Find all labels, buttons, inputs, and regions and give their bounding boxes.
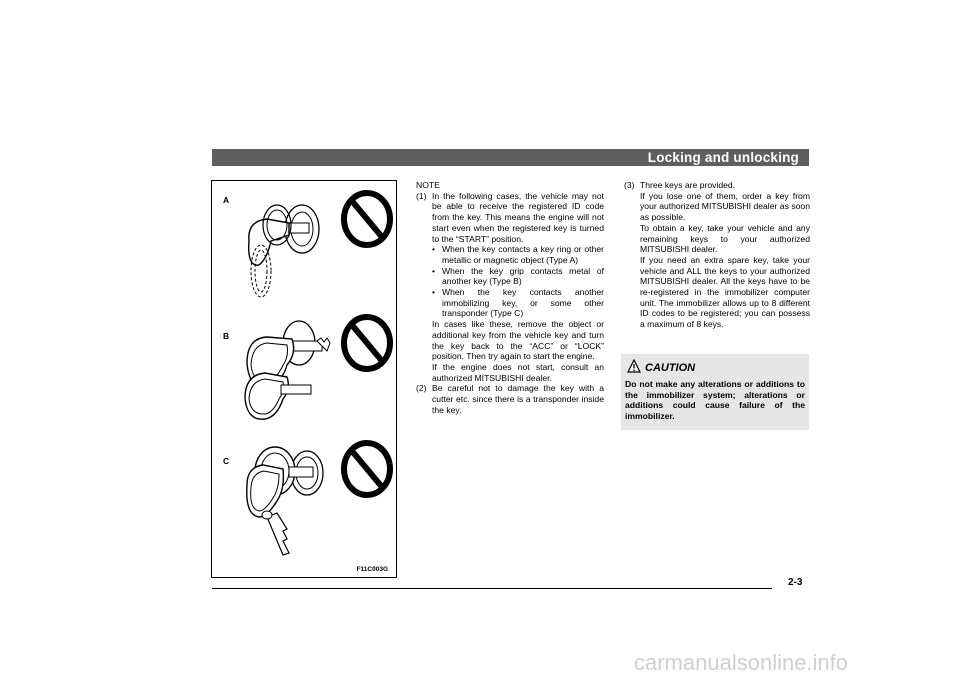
item-number: (3): [624, 180, 635, 190]
key-illustration-figure: [211, 180, 397, 578]
key-icon: [237, 313, 337, 428]
warning-icon: [627, 359, 641, 373]
prohibited-icon: [340, 439, 395, 499]
item-paragraph: Three keys are provided.: [640, 180, 736, 190]
note-column: [416, 180, 604, 415]
footer-divider: [212, 588, 772, 589]
item-number: (1): [416, 190, 427, 201]
item-number: (2): [416, 383, 427, 394]
bullet-icon: •: [432, 265, 436, 276]
bullet-icon: •: [432, 287, 436, 298]
note-item-1: [416, 191, 604, 384]
list-item: • When the key grip contacts metal of another key (Type B): [432, 265, 604, 287]
caution-title: CAUTION: [645, 362, 696, 374]
list-item: • When the key contacts another immobilizing key, or some other transponder (Type C): [432, 287, 604, 319]
prohibited-icon: [340, 313, 395, 373]
item-text: Be careful not to damage the key with a cutter etc. since there is a transponder inside the key.: [432, 383, 604, 415]
watermark: carmanualsonline.info: [634, 650, 849, 675]
section-title: Locking and unlocking: [647, 150, 799, 165]
item-text: In the following cases, the vehicle may not be able to receive the registered ID code from the key. This means the engine will not start even when the registered key is turned to the “START” position.: [432, 190, 604, 244]
figure-label-a: A: [223, 195, 230, 205]
item-paragraph: If you lose one of them, order a key from your authorized MITSUBISHI dealer as soon as possible.: [640, 190, 810, 223]
item-paragraph: To obtain a key, take your vehicle and any remaining keys to your authorized MITSUBISHI dealer.: [640, 222, 810, 255]
figure-code: F11C003G: [356, 566, 388, 573]
caution-text: Do not make any alterations or additions to the immobilizer system; alterations or additions could cause failure of the immobilizer.: [625, 379, 805, 422]
item-paragraph: In cases like these, remove the object or additional key from the vehicle key and turn the key back to the “ACC” or “LOCK” position. Then try again to start the engine.: [432, 319, 604, 362]
note-heading: NOTE: [416, 180, 440, 190]
item-paragraph: If the engine does not start, consult an authorized MITSUBISHI dealer.: [432, 361, 604, 383]
key-icon: [237, 443, 337, 568]
section-header-bar: [212, 149, 809, 166]
page-number: 2-3: [788, 577, 803, 588]
caution-box: [621, 354, 809, 430]
figure-label-c: C: [223, 456, 230, 466]
note-item-2: [416, 383, 604, 415]
item-paragraph: If you need an extra spare key, take your vehicle and ALL the keys to your authorized MITSUBISHI dealer. All the keys have to be re-registered in the immobilizer computer unit. The immobilizer allows up to 8 different ID codes to be registered; you can possess a maximum of 8 keys.: [640, 254, 810, 330]
list-item: • When the key contacts a key ring or other metallic or magnetic object (Type A): [432, 244, 604, 265]
prohibited-icon: [340, 189, 395, 249]
figure-label-b: B: [223, 331, 230, 341]
note-item-3: [624, 180, 810, 330]
keys-column: [624, 180, 810, 330]
bullet-icon: •: [432, 244, 436, 255]
key-icon: [237, 201, 337, 306]
